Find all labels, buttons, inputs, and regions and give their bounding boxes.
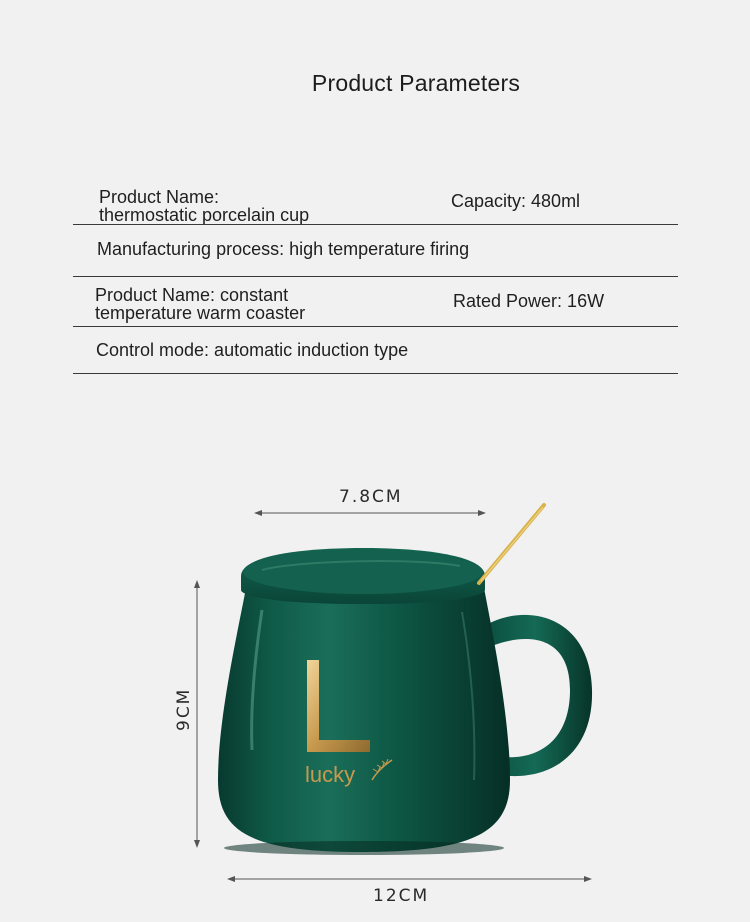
manufacturing-process: Manufacturing process: high temperature firing: [97, 239, 470, 259]
dimension-top: [254, 510, 486, 516]
rated-power: Rated Power: 16W: [453, 291, 605, 311]
mug-lid: [241, 548, 485, 604]
coaster-name-label: Product Name: constant: [95, 285, 289, 305]
control-mode: Control mode: automatic induction type: [96, 340, 409, 360]
dimension-bottom: [227, 876, 592, 882]
capacity: Capacity: 480ml: [451, 191, 581, 211]
product-name-label: Product Name:: [99, 187, 220, 207]
mug-print-text: lucky: [305, 762, 356, 787]
coaster-name-value: temperature warm coaster: [95, 303, 306, 323]
page-title: Product Parameters: [311, 70, 521, 96]
dimension-top-label: 7.8CM: [339, 487, 403, 507]
dimension-side-label: 9CM: [174, 687, 194, 731]
mug-body: [218, 588, 510, 855]
product-name-value: thermostatic porcelain cup: [99, 205, 310, 225]
dimension-side: [194, 580, 200, 848]
gold-spoon: [479, 505, 544, 583]
dimension-bottom-label: 12CM: [373, 886, 430, 906]
